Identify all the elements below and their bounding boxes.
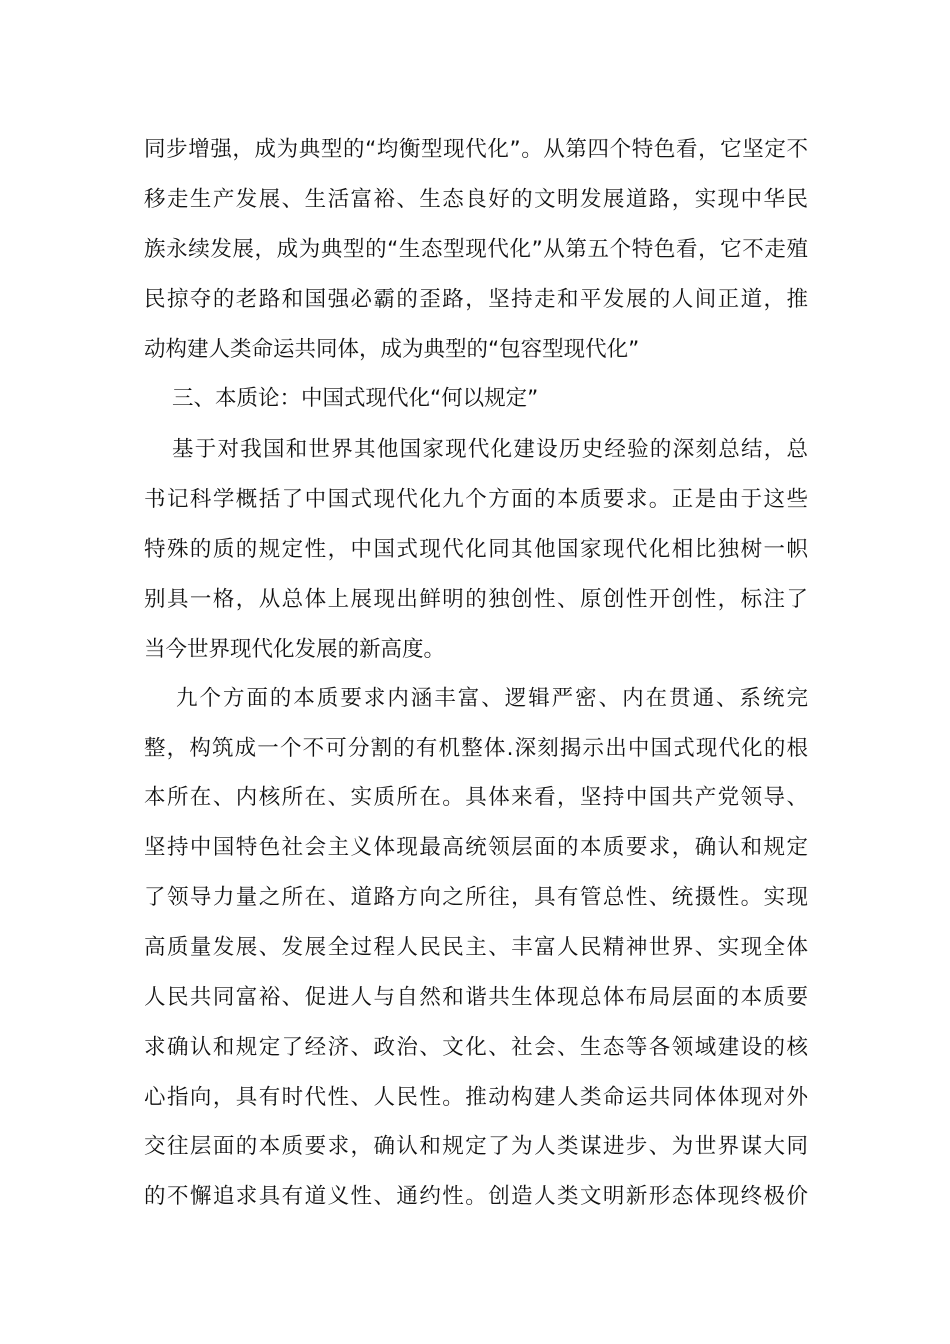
text-line-19: 求确认和规定了经济、政治、文化、社会、生态等各领域建设的核 [144,1035,808,1060]
text-line-22: 的不懈追求具有道义性、通约性。创造人类文明新形态体现终极价 [144,1184,808,1209]
text-line-2: 移走生产发展、生活富裕、生态良好的文明发展道路，实现中华民 [144,187,808,212]
text-line-14: 本所在、内核所在、实质所在。具体来看，坚持中国共产党领导、 [144,785,808,810]
text-line-13: 整，构筑成一个不可分割的有机整体.深刻揭示出中国式现代化的根 [144,736,808,761]
text-line-10: 别具一格，从总体上展现出鲜明的独创性、原创性开创性，标注了 [144,587,808,612]
text-line-11: 当今世界现代化发展的新高度。 [144,637,446,662]
text-line-4: 民掠夺的老路和国强必霸的歪路，坚持走和平发展的人间正道，推 [144,287,808,312]
text-line-8: 书记科学概括了中国式现代化九个方面的本质要求。正是由于这些 [144,487,808,512]
text-line-16: 了领导力量之所在、道路方向之所往，具有管总性、统摄性。实现 [144,885,808,910]
section-heading: 三、本质论：中国式现代化“何以规定” [172,386,539,411]
text-line-1: 同步增强，成为典型的“均衡型现代化”。从第四个特色看，它坚定不 [144,137,808,162]
text-line-12: 九个方面的本质要求内涵丰富、逻辑严密、内在贯通、系统完 [176,686,808,711]
text-line-7: 基于对我国和世界其他国家现代化建设历史经验的深刻总结，总 [172,437,808,462]
text-line-17: 高质量发展、发展全过程人民民主、丰富人民精神世界、实现全体 [144,935,808,960]
text-line-18: 人民共同富裕、促进人与自然和谐共生体现总体布局层面的本质要 [144,985,808,1010]
text-line-3: 族永续发展，成为典型的“生态型现代化”从第五个特色看，它不走殖 [144,237,808,262]
text-line-5: 动构建人类命运共同体，成为典型的“包容型现代化” [144,337,640,362]
text-line-20: 心指向，具有时代性、人民性。推动构建人类命运共同体体现对外 [144,1085,808,1110]
text-line-9: 特殊的质的规定性，中国式现代化同其他国家现代化相比独树一帜 [144,537,808,562]
text-line-21: 交往层面的本质要求，确认和规定了为人类谋进步、为世界谋大同 [144,1134,808,1159]
text-line-15: 坚持中国特色社会主义体现最高统领层面的本质要求，确认和规定 [144,835,808,860]
